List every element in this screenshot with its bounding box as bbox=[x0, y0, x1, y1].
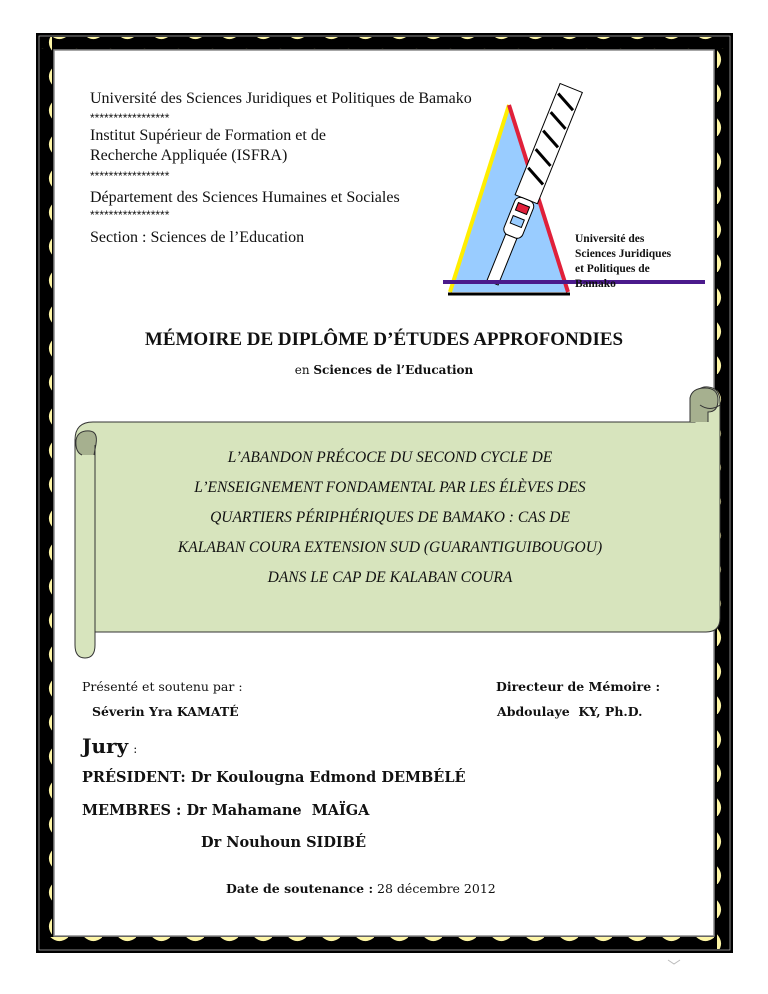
logo-label-4: Bamako bbox=[575, 278, 616, 290]
defense-date bbox=[226, 881, 496, 896]
jury-label: Jury bbox=[82, 734, 129, 758]
degree-title: MÉMOIRE DE DIPLÔME D’ÉTUDES APPROFONDIES bbox=[144, 329, 624, 350]
member-name: Dr Mahamane MAÏGA bbox=[186, 802, 370, 819]
section-name: Section : Sciences de l’Education bbox=[90, 229, 305, 246]
thesis-title-line-4: KALABAN COURA EXTENSION SUD (GUARANTIGUIBOUGOU) bbox=[177, 539, 603, 556]
thesis-title-line-5: DANS LE CAP DE KALABAN COURA bbox=[267, 569, 513, 586]
institute-name-line2: Recherche Appliquée (ISFRA) bbox=[90, 147, 288, 164]
institute-name-line1: Institut Supérieur de Formation et de bbox=[90, 127, 326, 144]
president-label: PRÉSIDENT: bbox=[82, 769, 186, 786]
jury-president bbox=[82, 769, 466, 786]
members-label: MEMBRES : bbox=[82, 802, 182, 819]
separator-stars: ***************** bbox=[90, 111, 170, 125]
department-name: Département des Sciences Humaines et Sociales bbox=[90, 189, 400, 206]
president-name: Dr Koulougna Edmond DEMBÉLÉ bbox=[190, 769, 466, 786]
jury-heading bbox=[82, 734, 137, 758]
student-name: Séverin Yra KAMATÉ bbox=[92, 704, 239, 719]
separator-stars: ***************** bbox=[90, 169, 170, 183]
member-name: Dr Nouhoun SIDIBÉ bbox=[201, 834, 366, 851]
director-label: Directeur de Mémoire : bbox=[496, 679, 661, 694]
director-name: Abdoulaye KY, Ph.D. bbox=[497, 704, 643, 719]
logo-label-2: Sciences Juridiques bbox=[575, 248, 672, 260]
presented-by-label: Présenté et soutenu par : bbox=[82, 679, 243, 694]
logo-label-1: Université des bbox=[575, 233, 645, 245]
degree-field-prefix: en bbox=[294, 363, 310, 377]
defense-date-value: 28 décembre 2012 bbox=[377, 881, 496, 896]
university-name: Université des Sciences Juridiques et Politiques de Bamako bbox=[90, 90, 472, 107]
degree-field-name: Sciences de l’Education bbox=[313, 363, 474, 377]
jury-members bbox=[82, 802, 369, 819]
thesis-title-line-3: QUARTIERS PÉRIPHÉRIQUES DE BAMAKO : CAS DE bbox=[210, 509, 570, 526]
jury-colon: : bbox=[133, 742, 138, 756]
thesis-title-line-2: L’ENSEIGNEMENT FONDAMENTAL PAR LES ÉLÈVES DES bbox=[194, 479, 586, 496]
logo-label-3: et Politiques de bbox=[575, 263, 650, 275]
separator-stars: ***************** bbox=[90, 208, 170, 222]
defense-date-label: Date de soutenance : bbox=[226, 881, 374, 896]
thesis-title-line-1: L’ABANDON PRÉCOCE DU SECOND CYCLE DE bbox=[227, 449, 553, 466]
